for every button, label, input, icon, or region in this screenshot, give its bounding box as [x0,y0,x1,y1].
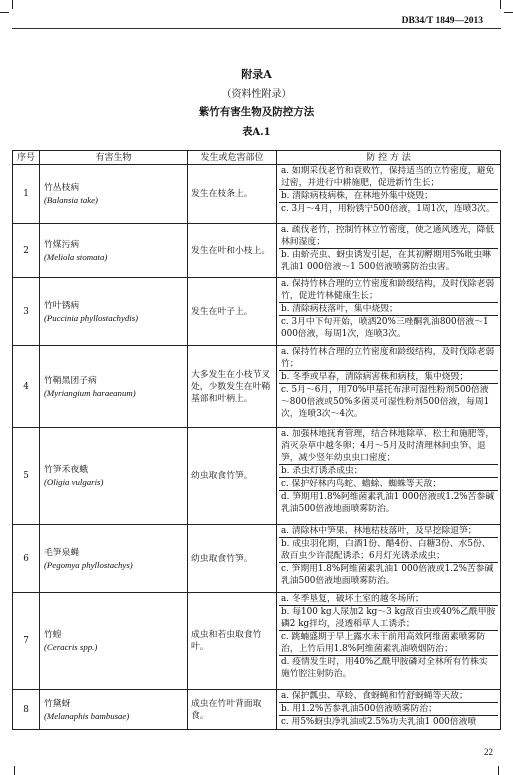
pest-name-cell [40,525,188,593]
method-item: c. 3月～4月，用粉锈宁500倍液，1周1次，连喷3次。 [281,204,495,214]
row-number: 8 [13,690,40,730]
damage-part: 幼虫取食竹笋。 [188,428,277,525]
method-item: a. 保护瓢虫、草蛉、食蚜蝇和竹舒蚜蝇等天敌； [279,690,498,703]
pest-scientific-name: (Myriangium haraeanum) [44,387,136,398]
damage-part: 发生在枝条上。 [188,165,277,224]
damage-part: 成虫和若虫取食竹叶。 [188,593,277,690]
document-title: 紫竹有害生物及防控方法 [198,106,315,118]
damage-part: 大多发生在小枝节叉处，少数发生在叶鞘基部和叶柄上。 [188,346,277,428]
table-row [13,224,501,278]
standard-code: DB34/T 1849—2013 [401,16,483,26]
method-item: b. 清除病枝落叶，集中烧毁； [279,303,498,316]
control-method-cell [277,346,501,428]
pest-scientific-name: (Meliola stomata) [44,251,108,262]
control-method-cell [277,278,501,346]
pest-name-cell [40,346,188,428]
crop-mark [14,766,15,775]
method-item: a. 如期采伐老竹和衰败竹，保持适当的立竹密度，避免过密，并进行中耕施肥，促进新竹生长； [279,165,498,190]
pest-control-table [12,150,501,730]
pest-name: 毛笋泉蝇 [44,547,80,558]
pest-name-cell [40,165,188,224]
pest-name-cell [40,224,188,278]
pest-name-cell [40,593,188,690]
table-row [13,525,501,593]
damage-part: 发生在叶和小枝上。 [188,224,277,278]
method-item: b. 清除病枝病株，在林地外集中烧毁； [279,190,498,203]
method-item: c. 3月中下旬开始，喷洒20%三唑酮乳油800倍液～1 000倍液，每周1次，连喷3次。 [281,317,489,339]
control-method-cell [277,525,501,593]
pest-scientific-name: (Balansia take) [44,195,98,205]
control-method-cell [277,224,501,278]
table-row [13,278,501,346]
pest-name: 竹黛蚜 [44,698,71,709]
crop-mark [498,766,499,775]
damage-part: 幼虫取食竹笋。 [188,525,277,593]
damage-part: 成虫在竹叶背面取食。 [188,690,277,730]
method-item: b. 杀虫灯诱杀成虫； [279,465,498,478]
method-item: b. 用1.2%苦参乳油500倍液喷雾防治； [279,703,498,716]
row-number: 5 [13,428,40,525]
pest-scientific-name: (Melanaphis bambusae) [44,710,130,721]
pest-name-cell [40,690,188,730]
control-method-cell [277,690,501,730]
table-row [13,428,501,525]
method-item: a. 清除林中笋果、林地枯枝落叶，及早挖除退笋； [279,525,498,538]
pest-name-cell [40,278,188,346]
row-number: 6 [13,525,40,593]
column-header-no: 序号 [13,151,40,165]
column-header-pest: 有害生物 [40,151,188,165]
method-item: c. 用5%蚜虫净乳油或2.5%功夫乳油1 000倍液喷 [281,717,477,727]
method-item: c. 笋期用1.8%阿维菌素乳油1 000倍液或1.2%苦参碱乳油500倍液地面喷雾防治。 [281,564,494,586]
method-item: c. 保护好林内鸟蛇、蟾蜍、蜘蛛等天敌； [279,478,498,491]
pest-scientific-name: (Pegomya phyllostachys) [44,559,133,570]
method-item: c. 跳蝻盛期于早上露水未干前用高效阿维菌素喷雾防治，上竹后用1.8%阿维菌素乳油喷烟防治； [279,631,498,656]
method-item: a. 保持竹林合理的立竹密度和龄级结构，及时伐除老弱竹； [279,346,498,371]
appendix-nature: （资料性附录） [221,89,292,100]
column-header-method: 防 控 方 法 [277,151,501,165]
table-row [13,690,501,730]
pest-name-cell [40,428,188,525]
title-block [0,66,513,138]
method-item: b. 冬季或早春，清除病害株和病枝，集中烧毁； [279,371,498,384]
pest-name: 竹蝗 [44,630,62,640]
pest-name: 竹鞘黑团子病 [44,375,97,386]
method-item: a. 保持竹林合理的立竹密度和龄级结构，及时伐除老弱竹，促进竹林健康生长； [279,278,498,303]
method-item: b. 每100 kg人尿加2 kg～3 kg敌百虫或40%乙酰甲胺磷2 kg拌均，浸透稻草人工诱杀； [279,606,498,631]
row-number: 2 [13,224,40,278]
method-item: d. 疫情发生时，用40%乙酰甲胺磷对全林所有竹株实施竹腔注射防治。 [281,657,488,679]
method-item: d. 笋期用1.8%阿维菌素乳油1 000倍液或1.2%苦参碱乳油500倍液地面喷雾防治。 [281,492,495,514]
table-row [13,346,501,428]
method-item: a. 加强林地抚育管理，结合林地除草、松土和施肥等，消灭杂草中越冬卵；4月～5月及时清理林间虫笋、退笋，减少竖年幼虫虫口密度； [279,428,498,465]
table-number: 表A.1 [242,127,271,138]
row-number: 4 [13,346,40,428]
pest-scientific-name: (Puccinia phyllostachydis) [44,312,139,323]
damage-part: 发生在叶子上。 [188,278,277,346]
row-number: 1 [13,165,40,224]
row-number: 3 [13,278,40,346]
column-header-part: 发生或危害部位 [188,151,277,165]
appendix-title: 附录A [241,68,272,81]
header-rule [12,28,501,29]
page-header [0,0,513,30]
pest-name: 竹煤污病 [44,239,80,250]
control-method-cell [277,593,501,690]
method-item: c. 5月～6月，用70%甲基托布津可湿性粉剂500倍液～800倍液或50%多菌灵可湿性粉剂500倍液，每周1次，连喷3次～4次。 [281,385,490,419]
method-item: a. 疏伐老竹，控制竹林立竹密度，使之通风透光，降低林间湿度； [279,224,498,249]
row-number: 7 [13,593,40,690]
table-row [13,593,501,690]
page-number: 22 [484,747,493,757]
method-item: b. 由蚧壳虫、蚜虫诱发引起，在其初孵期用5%吡虫啉乳油1 000倍液～1 500倍液喷雾防治虫害。 [281,250,491,272]
method-item: b. 成虫羽化期，白酒1份、醋4份、白糖3份、水5份、敌百虫少许混配诱杀；6月灯光诱杀成虫； [279,538,498,563]
control-method-cell [277,165,501,224]
pest-scientific-name: (Oligia vulgaris) [44,477,104,487]
control-method-cell [277,428,501,525]
method-item: a. 冬季垦复，破坏土室的越冬场所； [279,593,498,606]
pest-name: 竹笋禾夜蛾 [44,465,88,475]
pest-scientific-name: (Ceracris spp.) [44,642,98,652]
pest-name: 竹丛枝病 [44,183,80,193]
table-header-row [13,151,501,165]
pest-name: 竹叶锈病 [44,300,80,311]
table-row [13,165,501,224]
